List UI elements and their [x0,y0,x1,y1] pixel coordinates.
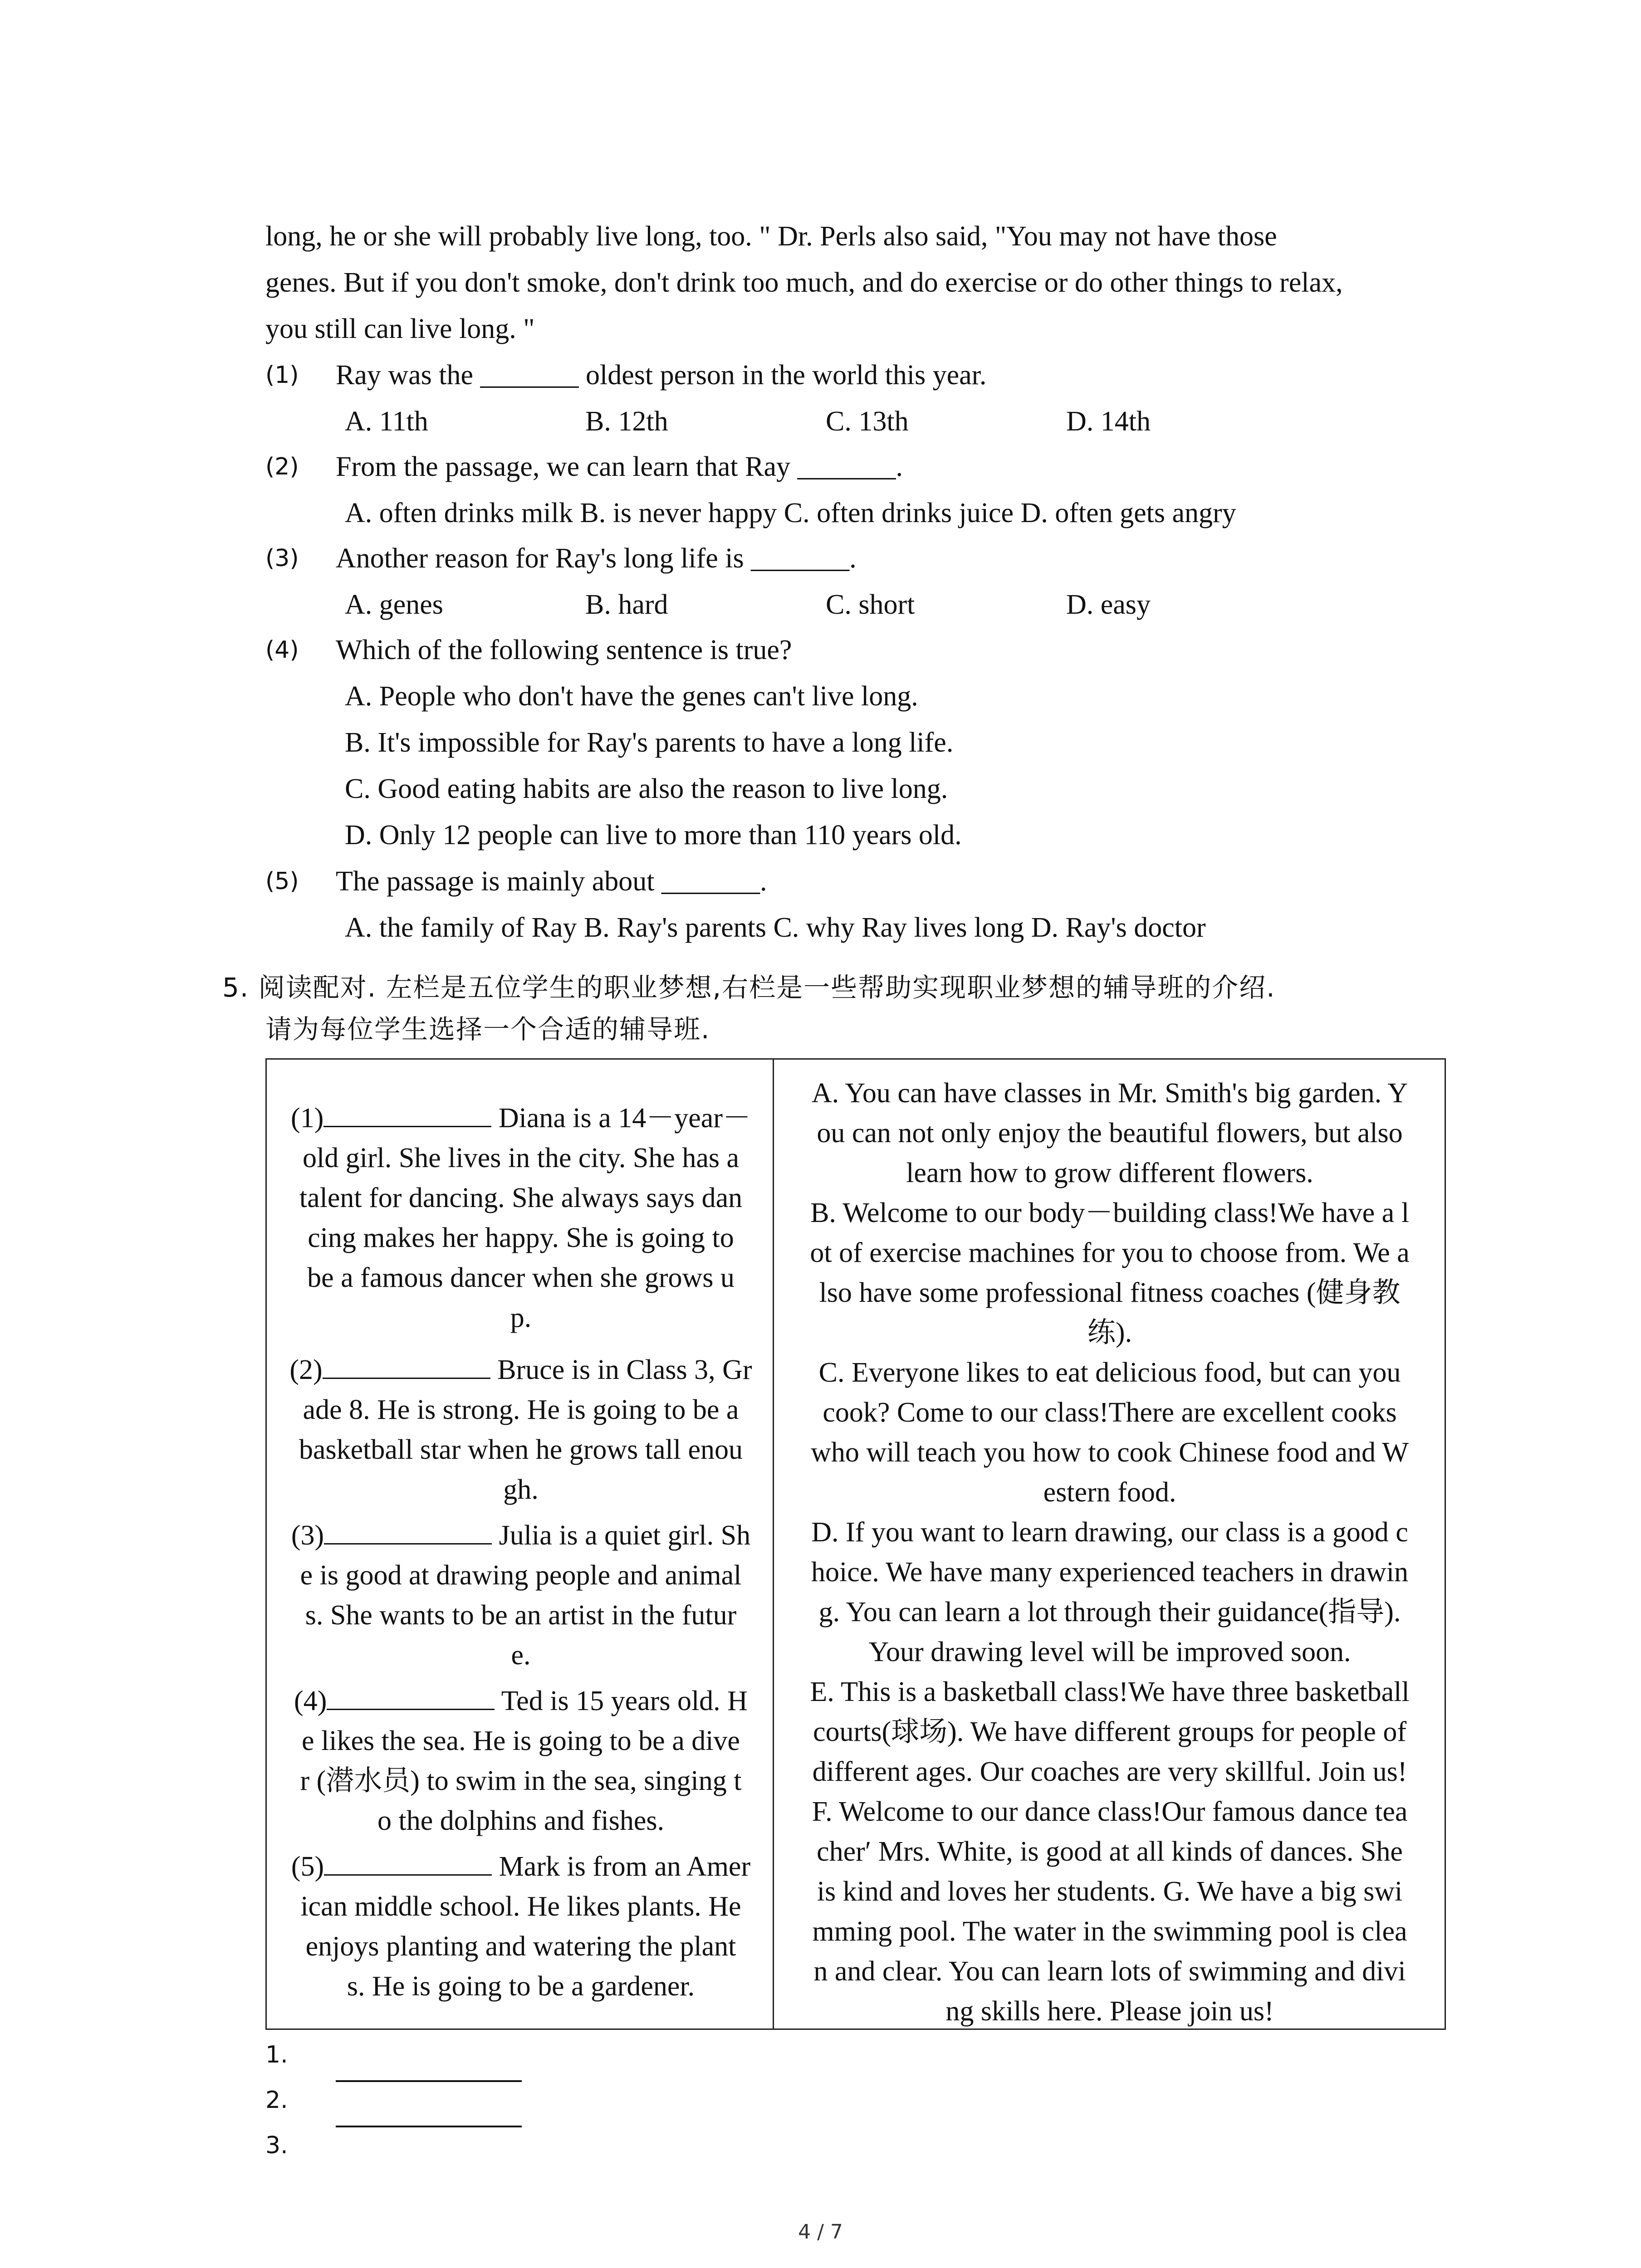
option-a: A. People who don't have the genes can't live long. [345,681,918,712]
section-title-line-1: 5. 阅读配对. 左栏是五位学生的职业梦想,右栏是一些帮助实现职业梦想的辅导班的介绍. [222,972,1276,1003]
student-item-2 [276,1350,766,1510]
item-line: Bruce is in Class 3, Gr [490,1354,752,1385]
item-number: (4) [294,1686,327,1716]
item-line: s. He is going to be a gardener. [347,1971,695,2002]
answer-label-2: 2. [265,2087,288,2114]
section-title-line-2: 请为每位学生选择一个合适的辅导班. [265,1014,710,1045]
options-row: A. the family of Ray B. Ray's parents C. why Ray lives long D. Ray's doctor [345,912,1206,943]
item-number: (1) [291,1103,324,1134]
item-line: ade 8. He is strong. He is going to be a [303,1394,739,1425]
description-line: E. This is a basketball class!We have three basketball [810,1677,1410,1707]
answer-blank [324,1516,492,1545]
class-descriptions-text [779,1073,1440,2031]
description-line: A. You can have classes in Mr. Smith's big garden. Y [811,1078,1408,1109]
question-number: (5) [265,868,299,895]
option-b: B. hard [585,589,668,620]
passage-line-1: long, he or she will probably live long, too. " Dr. Perls also said, "You may not have those [265,221,1277,252]
options-row: A. often drinks milk B. is never happy C. often drinks juice D. often gets angry [345,498,1236,528]
item-first-line [276,1350,766,1390]
passage-line-2: genes. But if you don't smoke, don't drink too much, and do exercise or do other things to relax, [265,267,1343,298]
answer-label-3: 3. [265,2132,288,2159]
description-line: ou can not only enjoy the beautiful flowers, but also [817,1118,1403,1149]
student-item-3 [276,1515,766,1675]
item-line: Julia is a quiet girl. Sh [492,1520,751,1551]
item-line: be a famous dancer when she grows u [307,1262,735,1293]
student-dreams-column [267,1060,774,2028]
item-first-line [276,1098,766,1138]
item-line: gh. [503,1474,539,1505]
item-first-line [276,1515,766,1555]
item-line: s. She wants to be an artist in the futur [305,1600,737,1631]
option-d: D. Only 12 people can live to more than 110 years old. [345,820,962,850]
item-line: basketball star when he grows tall enou [299,1434,743,1465]
option-d: D. 14th [1066,406,1151,437]
description-line: B. Welcome to our body－building class!We have a l [810,1198,1409,1228]
item-line: Diana is a 14－year－ [491,1103,751,1134]
option-a: A. 11th [345,406,428,437]
description-line: cook? Come to our class!There are excellent cooks [823,1397,1397,1428]
description-line: mming pool. The water in the swimming pool is clea [812,1916,1407,1947]
item-line: e is good at drawing people and animal [300,1560,742,1591]
matching-table [265,1058,1446,2030]
description-line: ng skills here. Please join us! [945,1996,1274,2027]
item-line: p. [510,1302,532,1333]
page-number: 4 / 7 [798,2220,843,2244]
option-b: B. It's impossible for Ray's parents to have a long life. [345,727,954,758]
class-descriptions-column [774,1060,1445,2028]
answer-blank [327,1681,495,1710]
description-line: courts(球场). We have different groups for people of [813,1716,1407,1747]
student-item-5 [276,1847,766,2006]
item-line: Mark is from an Amer [492,1851,751,1882]
question-text: Ray was the _______ oldest person in the world this year. [336,360,987,391]
question-number: (1) [265,362,299,389]
item-first-line [276,1847,766,1887]
options-row [345,582,1307,628]
item-line: enjoys planting and watering the plant [305,1931,736,1962]
answer-blank [323,1350,490,1379]
description-line: C. Everyone likes to eat delicious food, but can you [818,1357,1401,1388]
answer-label-1: 1. [265,2041,288,2068]
question-text: Which of the following sentence is true? [336,635,792,665]
description-line: lso have some professional fitness coaches (健身教 [819,1277,1401,1308]
description-line: learn how to grow different flowers. [906,1158,1313,1188]
description-line: Your drawing level will be improved soon. [868,1637,1351,1667]
student-item-4 [276,1681,766,1841]
question-text: From the passage, we can learn that Ray _______. [336,451,903,482]
item-line: e. [511,1640,531,1671]
answer-line-1[interactable] [336,2080,522,2082]
item-line: ican middle school. He likes plants. He [300,1891,741,1922]
item-line: talent for dancing. She always says dan [299,1183,743,1213]
item-line: e likes the sea. He is going to be a dive [302,1725,740,1756]
description-line: 练). [1087,1317,1132,1348]
option-c: C. Good eating habits are also the reason to live long. [345,773,948,804]
options-row [345,398,1307,445]
option-d: D. easy [1066,589,1151,620]
question-number: (2) [265,453,299,480]
question-text: Another reason for Ray's long life is _______. [336,543,857,574]
item-number: (3) [291,1520,324,1551]
description-line: n and clear. You can learn lots of swimming and divi [813,1956,1406,1987]
item-number: (2) [289,1354,323,1385]
item-line: r (潜水员) to swim in the sea, singing t [300,1765,742,1796]
question-text: The passage is mainly about _______. [336,866,767,897]
item-line: o the dolphins and fishes. [377,1805,664,1836]
option-c: C. 13th [826,406,909,437]
description-line: F. Welcome to our dance class!Our famous dance tea [812,1796,1408,1827]
passage-line-3: you still can live long. " [265,313,535,344]
description-line: cher′ Mrs. White, is good at all kinds of dances. She [817,1836,1403,1867]
description-line: g. You can learn a lot through their guidance(指导). [818,1597,1401,1628]
description-line: D. If you want to learn drawing, our class is a good c [811,1517,1408,1548]
description-line: hoice. We have many experienced teachers in drawin [811,1557,1408,1588]
item-line: Ted is 15 years old. H [495,1686,748,1716]
question-number: (3) [265,545,299,572]
option-b: B. 12th [585,406,668,437]
item-number: (5) [291,1851,324,1882]
item-first-line [276,1681,766,1721]
question-number: (4) [265,636,299,664]
answer-blank [323,1099,491,1127]
description-line: is kind and loves her students. G. We have a big swi [817,1876,1403,1907]
answer-line-2[interactable] [336,2126,522,2127]
item-line: cing makes her happy. She is going to [308,1222,734,1253]
description-line: different ages. Our coaches are very skillful. Join us! [812,1756,1407,1787]
description-line: ot of exercise machines for you to choose from. We a [810,1237,1410,1268]
description-line: who will teach you how to cook Chinese food and W [811,1437,1409,1468]
description-line: estern food. [1043,1477,1176,1508]
option-c: C. short [826,589,915,620]
student-item-1 [276,1098,766,1338]
answer-blank [324,1847,492,1876]
option-a: A. genes [345,589,443,620]
item-line: old girl. She lives in the city. She has a [303,1143,739,1173]
